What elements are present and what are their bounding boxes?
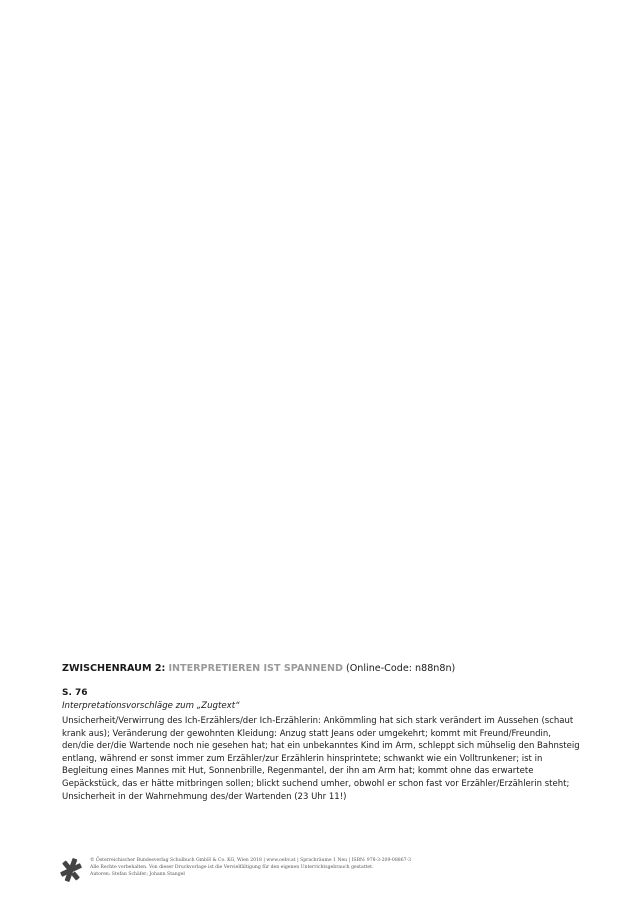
page-footer [60,856,520,886]
heading-main: ZWISCHENRAUM 2: [62,663,166,674]
section-subtitle: Interpretationsvorschläge zum „Zugtext“ [62,701,240,711]
publisher-logo-icon [60,858,82,882]
footer-text [90,857,411,878]
page-reference: S. 76 [62,688,88,698]
interpretation-section [62,662,582,803]
body-paragraph: Unsicherheit/Verwirrung des Ich-Erzählers/der Ich-Erzählerin: Ankömmling hat sich stark verändert im Aussehen (schaut krank aus); Veränderung der gewohnten Kleidung: Anzug statt Jeans oder umgekehrt; kommt mit Freund/Freundin, den/die der/die Wartende noch nie gesehen hat; hat ein unbekanntes Kind im Arm, schleppt sich mühselig den Bahnsteig entlang, während er sonst immer zum Erzähler/zur Erzählerin hinsprintete; schwankt wie ein Volltrunkener; ist in Begleitung eines Mannes mit Hut, Sonnenbrille, Regenmantel, der ihn am Arm hat; kommt ohne das erwartete Gepäckstück, das er hätte mitbringen sollen; blickt suchend umher, obwohl er schon fast vor Erzähler/Erzählerin steht; Unsicherheit in der Wahrnehmung des/der Wartenden (23 Uhr 11!) [62,716,580,802]
heading-online-code: (Online-Code: n88n8n) [346,663,456,674]
heading-accent: INTERPRETIEREN IST SPANNEND [168,663,343,674]
footer-authors: Autoren: Stefan Schäfer; Johann Stangel [90,872,185,877]
section-heading [62,662,582,675]
footer-copyright: © Österreichischer Bundesverlag Schulbuch GmbH & Co. KG, Wien 2018 | www.oebv.at | Sprachräume 1 Neu | ISBN: 978-3-209-08867-3 [90,858,412,863]
footer-rights: Alle Rechte vorbehalten. Von dieser Druckvorlage ist die Vervielfältigung für den eigenen Unterrichtsgebrauch gestattet. [90,865,374,870]
